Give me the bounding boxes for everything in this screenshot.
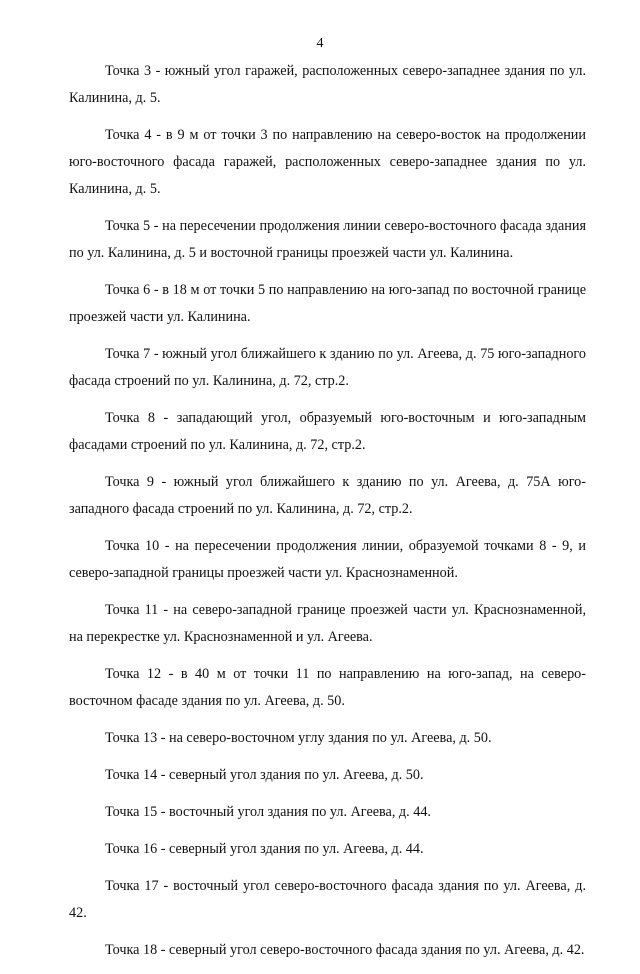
paragraph-point-6: Точка 6 - в 18 м от точки 5 по направлению на юго-запад по восточной границе проезжей части ул. Калинина. [69, 282, 586, 325]
page-number: 4 [316, 36, 324, 51]
paragraph-point-13: Точка 13 - на северо-восточном углу здания по ул. Агеева, д. 50. [105, 730, 492, 746]
paragraph-point-5: Точка 5 - на пересечении продолжения линии северо-восточного фасада здания по ул. Калинина, д. 5 и восточной границы проезжей части ул. Калинина. [69, 218, 586, 261]
paragraph-point-3: Точка 3 - южный угол гаражей, расположенных северо-западнее здания по ул. Калинина, д. 5. [69, 63, 586, 106]
document-body [69, 58, 586, 974]
paragraph-point-14: Точка 14 - северный угол здания по ул. Агеева, д. 50. [105, 767, 424, 783]
paragraph-point-16: Точка 16 - северный угол здания по ул. Агеева, д. 44. [105, 841, 424, 857]
paragraph-point-18: Точка 18 - северный угол северо-восточного фасада здания по ул. Агеева, д. 42. [105, 942, 585, 958]
paragraph-point-7: Точка 7 - южный угол ближайшего к зданию по ул. Агеева, д. 75 юго-западного фасада строений по ул. Калинина, д. 72, стр.2. [69, 346, 586, 389]
paragraph-point-8: Точка 8 - западающий угол, образуемый юго-восточным и юго-западным фасадами строений по ул. Калинина, д. 72, стр.2. [69, 410, 586, 453]
paragraph-point-11: Точка 11 - на северо-западной границе проезжей части ул. Краснознаменной, на перекрестке ул. Краснознаменной и ул. Агеева. [69, 602, 586, 645]
paragraph-point-15: Точка 15 - восточный угол здания по ул. Агеева, д. 44. [105, 804, 431, 820]
paragraph-point-9: Точка 9 - южный угол ближайшего к зданию по ул. Агеева, д. 75А юго-западного фасада строений по ул. Калинина, д. 72, стр.2. [69, 474, 586, 517]
paragraph-point-17: Точка 17 - восточный угол северо-восточного фасада здания по ул. Агеева, д. 42. [69, 878, 586, 921]
paragraph-point-10: Точка 10 - на пересечении продолжения линии, образуемой точками 8 - 9, и северо-западной границы проезжей части ул. Краснознаменной. [69, 538, 586, 581]
paragraph-point-4: Точка 4 - в 9 м от точки 3 по направлению на северо-восток на продолжении юго-восточного фасада гаражей, расположенных северо-западнее здания по ул. Калинина, д. 5. [69, 127, 586, 197]
paragraph-point-12: Точка 12 - в 40 м от точки 11 по направлению на юго-запад, на северо-восточном фасаде здания по ул. Агеева, д. 50. [69, 666, 586, 709]
